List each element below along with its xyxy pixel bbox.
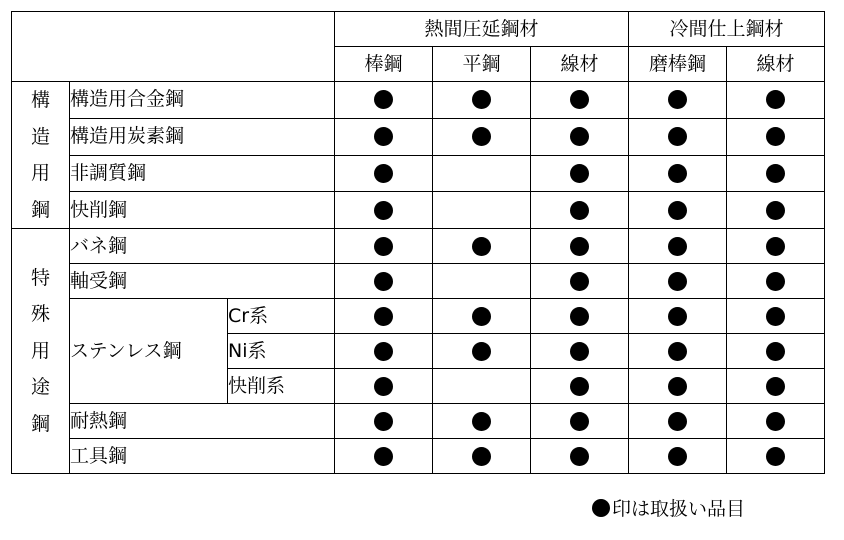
mark-cell bbox=[629, 264, 727, 299]
table-row bbox=[12, 299, 825, 334]
mark-cell bbox=[727, 264, 825, 299]
mark-cell bbox=[531, 118, 629, 155]
filled-circle-icon bbox=[668, 237, 687, 256]
mark-cell bbox=[531, 229, 629, 264]
filled-circle-icon bbox=[766, 127, 785, 146]
filled-circle-icon bbox=[668, 377, 687, 396]
filled-circle-icon bbox=[472, 342, 491, 361]
filled-circle-icon bbox=[570, 342, 589, 361]
mark-cell bbox=[531, 264, 629, 299]
mark-cell bbox=[629, 369, 727, 404]
filled-circle-icon bbox=[374, 447, 393, 466]
mark-cell bbox=[335, 404, 433, 439]
filled-circle-icon bbox=[766, 272, 785, 291]
filled-circle-icon bbox=[570, 201, 589, 220]
category-structural-steel bbox=[12, 82, 70, 229]
mark-cell bbox=[433, 82, 531, 119]
mark-cell bbox=[727, 369, 825, 404]
mark-cell bbox=[335, 439, 433, 474]
mark-cell bbox=[629, 334, 727, 369]
mark-cell bbox=[531, 404, 629, 439]
filled-circle-icon bbox=[472, 447, 491, 466]
mark-cell bbox=[433, 192, 531, 229]
filled-circle-icon bbox=[766, 377, 785, 396]
mark-cell bbox=[629, 82, 727, 119]
filled-circle-icon bbox=[766, 90, 785, 109]
table-row bbox=[12, 439, 825, 474]
mark-cell bbox=[335, 334, 433, 369]
mark-cell bbox=[433, 369, 531, 404]
row-label: 構造用炭素鋼 bbox=[70, 118, 335, 155]
filled-circle-icon bbox=[570, 90, 589, 109]
category-structural-label: 構造用鋼 bbox=[30, 89, 50, 221]
mark-cell bbox=[433, 118, 531, 155]
filled-circle-icon bbox=[766, 201, 785, 220]
legend-text: 印は取扱い品目 bbox=[612, 498, 746, 520]
filled-circle-icon bbox=[766, 164, 785, 183]
table-row bbox=[12, 192, 825, 229]
header-row-top bbox=[12, 12, 825, 47]
filled-circle-icon bbox=[570, 164, 589, 183]
mark-cell bbox=[433, 404, 531, 439]
mark-cell bbox=[629, 299, 727, 334]
filled-circle-icon bbox=[668, 90, 687, 109]
row-label: 構造用合金鋼 bbox=[70, 82, 335, 119]
header-col-flat: 平鋼 bbox=[433, 47, 531, 82]
filled-circle-icon bbox=[374, 342, 393, 361]
grade-label: Ni系 bbox=[228, 334, 335, 369]
table-row bbox=[12, 264, 825, 299]
mark-cell bbox=[335, 82, 433, 119]
mark-cell bbox=[727, 192, 825, 229]
mark-cell bbox=[727, 118, 825, 155]
mark-cell bbox=[629, 192, 727, 229]
filled-circle-icon bbox=[374, 127, 393, 146]
row-label: 耐熱鋼 bbox=[70, 404, 335, 439]
corner-blank-cell bbox=[12, 12, 335, 82]
filled-circle-icon bbox=[668, 307, 687, 326]
mark-cell bbox=[727, 299, 825, 334]
filled-circle-icon bbox=[374, 237, 393, 256]
mark-cell bbox=[727, 82, 825, 119]
filled-circle-icon bbox=[570, 377, 589, 396]
filled-circle-icon bbox=[374, 272, 393, 291]
mark-cell bbox=[433, 439, 531, 474]
header-col-cold-wire: 線材 bbox=[727, 47, 825, 82]
mark-cell bbox=[727, 404, 825, 439]
category-special-steel bbox=[12, 229, 70, 474]
mark-cell bbox=[727, 334, 825, 369]
filled-circle-icon bbox=[570, 272, 589, 291]
mark-cell bbox=[531, 439, 629, 474]
filled-circle-icon bbox=[472, 127, 491, 146]
row-label: 工具鋼 bbox=[70, 439, 335, 474]
filled-circle-icon bbox=[766, 342, 785, 361]
filled-circle-icon bbox=[592, 499, 610, 517]
filled-circle-icon bbox=[570, 237, 589, 256]
mark-cell bbox=[531, 299, 629, 334]
table-row bbox=[12, 82, 825, 119]
filled-circle-icon bbox=[374, 90, 393, 109]
header-col-wire-rod: 線材 bbox=[531, 47, 629, 82]
table-row bbox=[12, 155, 825, 192]
filled-circle-icon bbox=[668, 201, 687, 220]
mark-cell bbox=[727, 155, 825, 192]
row-label: 非調質鋼 bbox=[70, 155, 335, 192]
mark-cell bbox=[433, 155, 531, 192]
grade-label: Cr系 bbox=[228, 299, 335, 334]
table-row bbox=[12, 118, 825, 155]
mark-cell bbox=[433, 229, 531, 264]
mark-cell bbox=[335, 155, 433, 192]
mark-cell bbox=[531, 334, 629, 369]
mark-cell bbox=[335, 369, 433, 404]
grade-label: 快削系 bbox=[228, 369, 335, 404]
filled-circle-icon bbox=[472, 412, 491, 431]
filled-circle-icon bbox=[472, 307, 491, 326]
filled-circle-icon bbox=[374, 307, 393, 326]
mark-cell bbox=[335, 192, 433, 229]
mark-cell bbox=[727, 439, 825, 474]
mark-cell bbox=[335, 264, 433, 299]
mark-cell bbox=[531, 82, 629, 119]
mark-cell bbox=[727, 229, 825, 264]
table-row bbox=[12, 229, 825, 264]
row-label: 快削鋼 bbox=[70, 192, 335, 229]
filled-circle-icon bbox=[766, 447, 785, 466]
mark-cell bbox=[629, 118, 727, 155]
filled-circle-icon bbox=[374, 201, 393, 220]
legend bbox=[592, 497, 745, 521]
filled-circle-icon bbox=[472, 90, 491, 109]
row-label-stainless: ステンレス鋼 bbox=[70, 299, 228, 404]
mark-cell bbox=[433, 299, 531, 334]
filled-circle-icon bbox=[374, 377, 393, 396]
header-cold-finished: 冷間仕上鋼材 bbox=[629, 12, 825, 47]
mark-cell bbox=[629, 229, 727, 264]
filled-circle-icon bbox=[668, 164, 687, 183]
filled-circle-icon bbox=[570, 127, 589, 146]
filled-circle-icon bbox=[668, 342, 687, 361]
mark-cell bbox=[531, 155, 629, 192]
product-availability-table bbox=[11, 11, 825, 474]
mark-cell bbox=[629, 439, 727, 474]
row-label: 軸受鋼 bbox=[70, 264, 335, 299]
filled-circle-icon bbox=[668, 447, 687, 466]
filled-circle-icon bbox=[472, 237, 491, 256]
mark-cell bbox=[335, 118, 433, 155]
mark-cell bbox=[629, 404, 727, 439]
filled-circle-icon bbox=[374, 412, 393, 431]
filled-circle-icon bbox=[570, 447, 589, 466]
mark-cell bbox=[531, 192, 629, 229]
filled-circle-icon bbox=[570, 307, 589, 326]
row-label: バネ鋼 bbox=[70, 229, 335, 264]
header-col-ground-bar: 磨棒鋼 bbox=[629, 47, 727, 82]
filled-circle-icon bbox=[668, 412, 687, 431]
mark-cell bbox=[433, 334, 531, 369]
mark-cell bbox=[335, 299, 433, 334]
filled-circle-icon bbox=[766, 307, 785, 326]
filled-circle-icon bbox=[766, 237, 785, 256]
header-hot-rolled: 熱間圧延鋼材 bbox=[335, 12, 629, 47]
filled-circle-icon bbox=[668, 127, 687, 146]
filled-circle-icon bbox=[668, 272, 687, 291]
category-special-label: 特殊用途鋼 bbox=[30, 266, 50, 435]
filled-circle-icon bbox=[766, 412, 785, 431]
header-col-bar: 棒鋼 bbox=[335, 47, 433, 82]
mark-cell bbox=[335, 229, 433, 264]
filled-circle-icon bbox=[374, 164, 393, 183]
mark-cell bbox=[531, 369, 629, 404]
mark-cell bbox=[433, 264, 531, 299]
mark-cell bbox=[629, 155, 727, 192]
table-row bbox=[12, 404, 825, 439]
filled-circle-icon bbox=[570, 412, 589, 431]
